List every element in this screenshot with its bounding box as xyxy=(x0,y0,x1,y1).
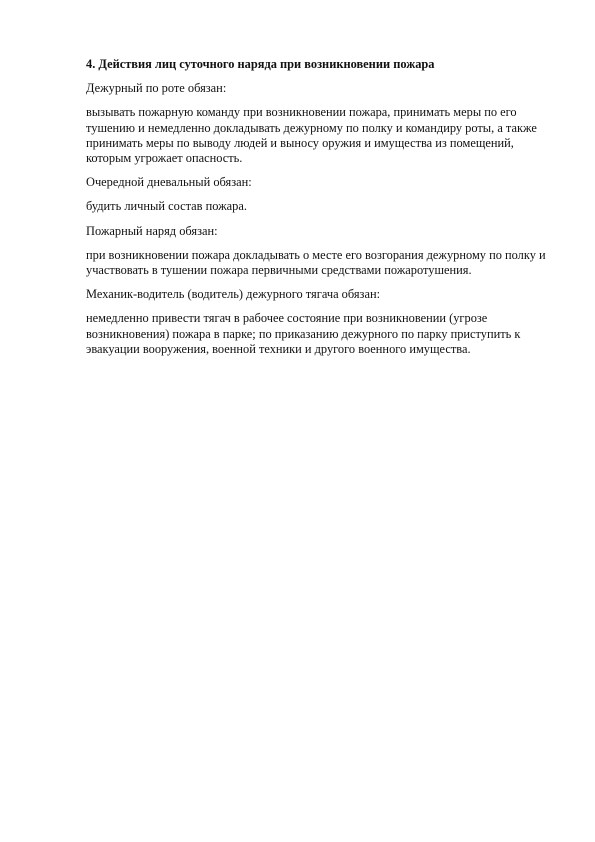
orderly-title: Очередной дневальный обязан: xyxy=(86,175,252,190)
fire-detail-title: Пожарный наряд обязан: xyxy=(86,223,218,238)
fire-detail-duties: при возникновении пожара докладывать о месте его возгорания дежурному по полку и участвовать в тушении пожара первичными средствами пожаротушения. xyxy=(86,247,546,278)
duty-officer-duties: вызывать пожарную команду при возникновении пожара, принимать меры по его тушению и немедленно докладывать дежурному по полку и командиру роты, а также принимать меры по выводу людей и выносу оружия и имущества из помещений, которым угрожает опасность. xyxy=(86,105,537,166)
duty-officer-title: Дежурный по роте обязан: xyxy=(86,81,227,96)
tractor-driver-duties: немедленно привести тягач в рабочее состояние при возникновении (угрозе возникновения) пожара в парке; по приказанию дежурного по парку приступить к эвакуации вооружения, военной техники и другого военного имущества. xyxy=(86,311,521,356)
section-heading: 4. Действия лиц суточного наряда при возникновении пожара xyxy=(86,57,435,71)
document-body xyxy=(86,57,556,366)
tractor-driver-title: Механик-водитель (водитель) дежурного тягача обязан: xyxy=(86,287,381,302)
orderly-duties: будить личный состав пожара. xyxy=(86,199,247,214)
